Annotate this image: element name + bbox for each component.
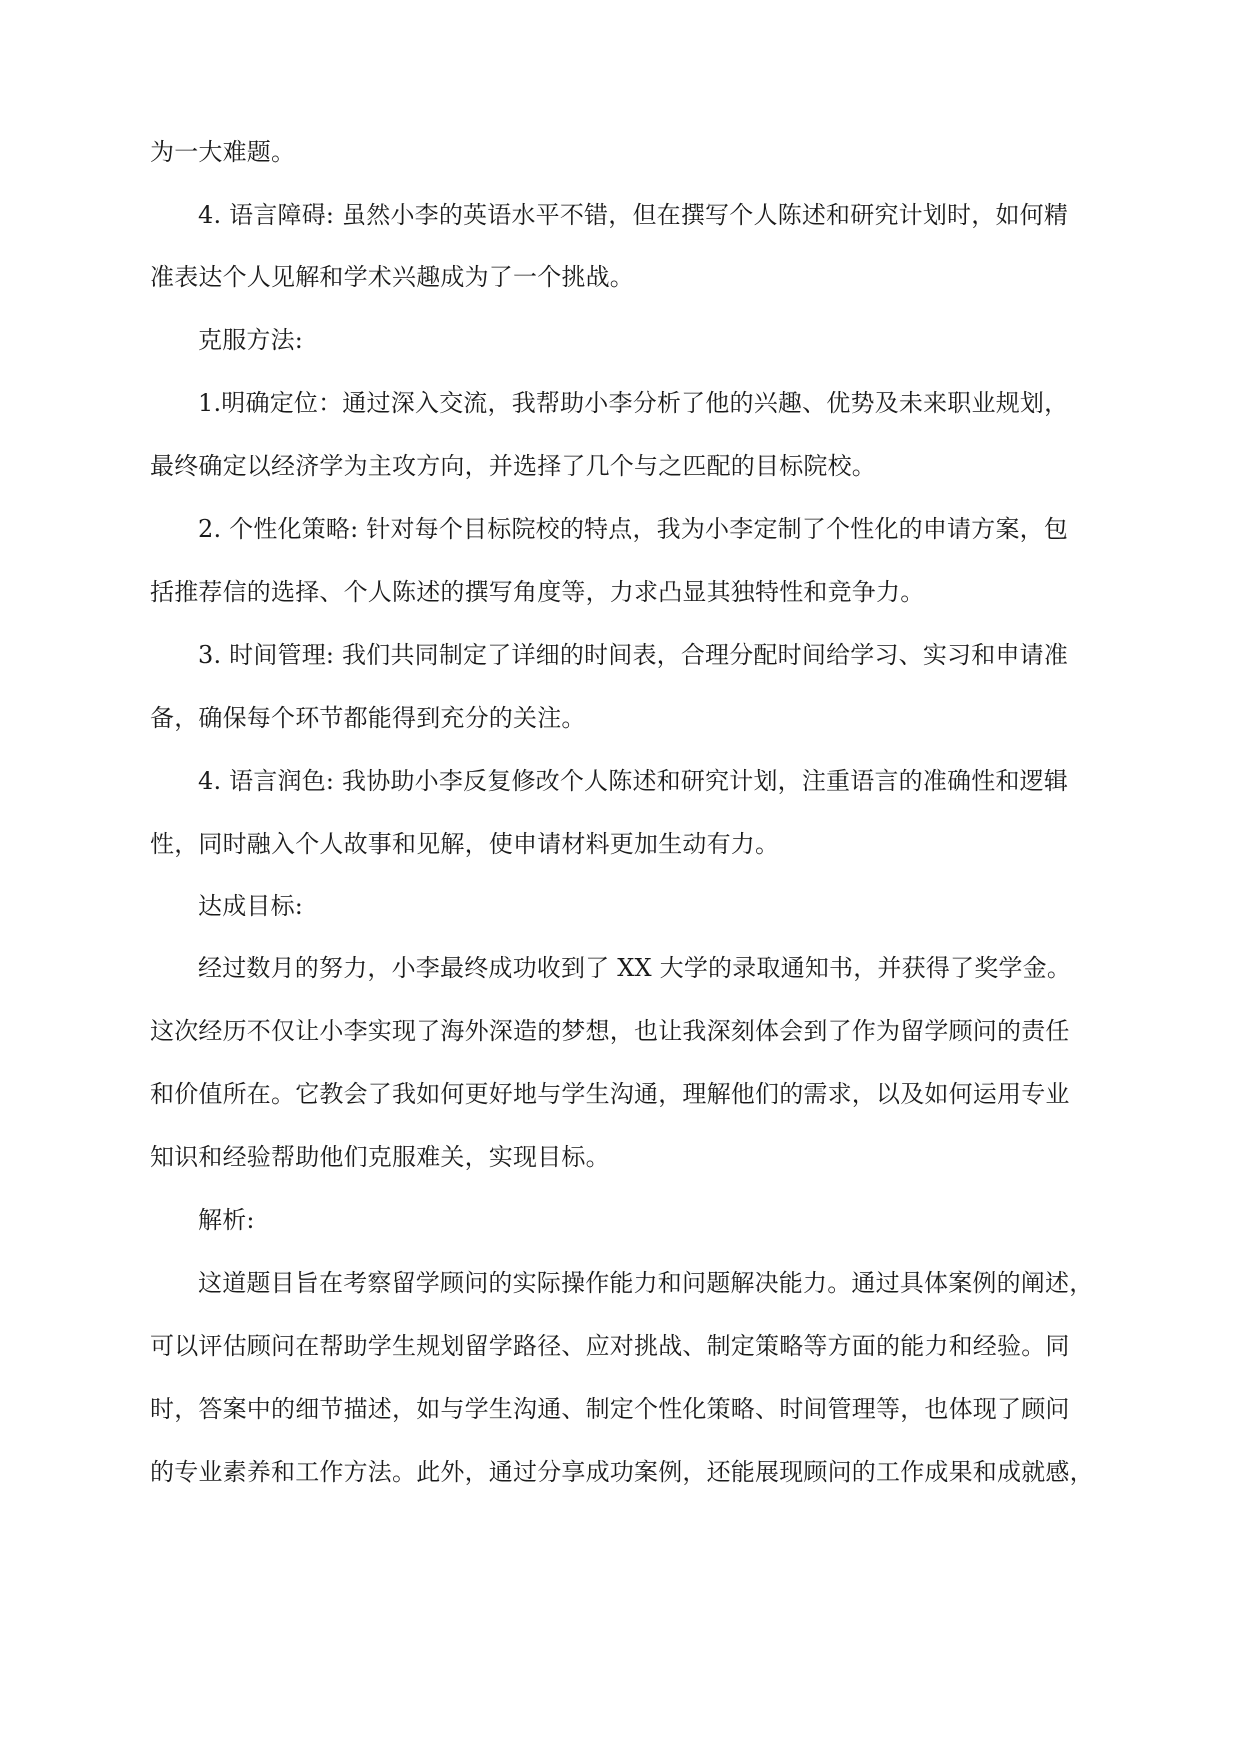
text-line: 最终确定以经济学为主攻方向，并选择了几个与之匹配的目标院校。 — [150, 452, 876, 480]
text-line: 知识和经验帮助他们克服难关，实现目标。 — [150, 1143, 610, 1171]
text-line: 经过数月的努力，小李最终成功收到了 XX 大学的录取通知书，并获得了奖学金。 — [198, 954, 1072, 982]
text-line: 4. 语言障碍: 虽然小李的英语水平不错，但在撰写个人陈述和研究计划时，如何精 — [198, 201, 1069, 229]
section-heading: 克服方法: — [198, 326, 304, 354]
text-line: 括推荐信的选择、个人陈述的撰写角度等，力求凸显其独特性和竞争力。 — [150, 578, 925, 606]
text-line: 准表达个人见解和学术兴趣成为了一个挑战。 — [150, 263, 634, 291]
text-line: 可以评估顾问在帮助学生规划留学路径、应对挑战、制定策略等方面的能力和经验。同 — [150, 1332, 1070, 1360]
text-line: 性，同时融入个人故事和见解，使申请材料更加生动有力。 — [150, 830, 780, 858]
text-line: 这次经历不仅让小李实现了海外深造的梦想，也让我深刻体会到了作为留学顾问的责任 — [150, 1017, 1070, 1045]
section-heading: 达成目标: — [198, 892, 304, 920]
text-line: 为一大难题。 — [150, 138, 296, 166]
section-heading: 解析: — [198, 1206, 255, 1234]
text-line: 3. 时间管理: 我们共同制定了详细的时间表，合理分配时间给学习、实习和申请准 — [198, 641, 1069, 669]
text-line: 和价值所在。它教会了我如何更好地与学生沟通，理解他们的需求，以及如何运用专业 — [150, 1080, 1070, 1108]
text-line: 1.明确定位：通过深入交流，我帮助小李分析了他的兴趣、优势及未来职业规划， — [198, 389, 1069, 417]
text-line: 4. 语言润色: 我协助小李反复修改个人陈述和研究计划，注重语言的准确性和逻辑 — [198, 767, 1069, 795]
text-line: 2. 个性化策略: 针对每个目标院校的特点，我为小李定制了个性化的申请方案，包 — [198, 515, 1069, 543]
text-line: 的专业素养和工作方法。此外，通过分享成功案例，还能展现顾问的工作成果和成就感， — [150, 1458, 1094, 1486]
text-line: 时，答案中的细节描述，如与学生沟通、制定个性化策略、时间管理等，也体现了顾问 — [150, 1395, 1070, 1423]
text-line: 备，确保每个环节都能得到充分的关注。 — [150, 704, 586, 732]
text-line: 这道题目旨在考察留学顾问的实际操作能力和问题解决能力。通过具体案例的阐述， — [198, 1269, 1094, 1297]
